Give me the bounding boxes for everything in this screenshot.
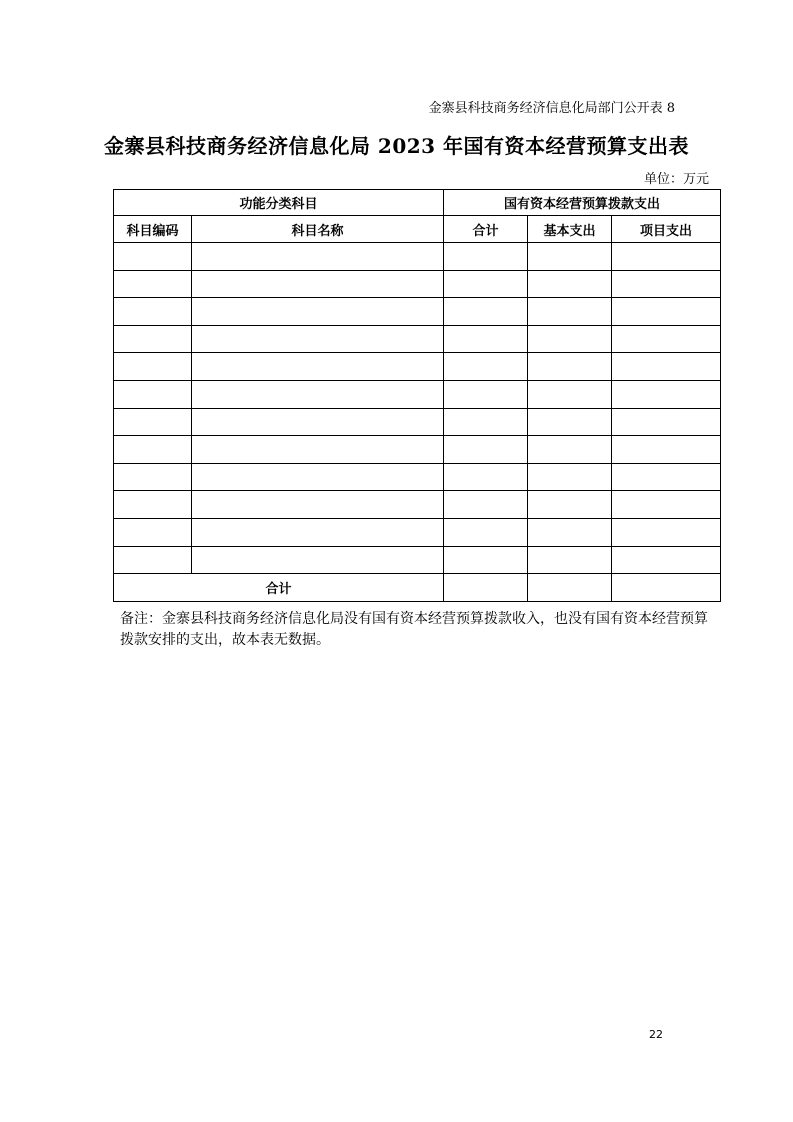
table-row [114,380,721,408]
table-cell [528,546,612,574]
table-cell [444,325,528,353]
table-cell [528,518,612,546]
table-cell [444,380,528,408]
table-cell [528,270,612,298]
table-row [114,546,721,574]
table-cell [612,380,721,408]
table-row [114,270,721,298]
table-cell [192,546,444,574]
table-title: 金寨县科技商务经济信息化局 2023 年国有资本经营预算支出表 [103,134,690,158]
table-cell [612,243,721,271]
table-cell [444,518,528,546]
table-row [114,518,721,546]
table-cell [612,408,721,436]
table-cell [192,518,444,546]
table-row [114,353,721,381]
column-header-basic-expenditure: 基本支出 [528,216,612,243]
table-cell [612,491,721,519]
column-header-project-expenditure: 项目支出 [612,216,721,243]
table-cell [612,298,721,326]
table-row [114,243,721,271]
table-cell [444,353,528,381]
table-cell [192,270,444,298]
table-cell [192,436,444,464]
table-cell [114,380,192,408]
table-cell [114,408,192,436]
page-number: 22 [649,1028,663,1041]
table-cell [114,243,192,271]
table-cell [192,298,444,326]
table-cell [528,298,612,326]
table-row [114,408,721,436]
table-cell [114,491,192,519]
unit-label: 单位：万元 [643,172,709,187]
table-cell [444,408,528,436]
table-cell [114,353,192,381]
table-cell [114,463,192,491]
table-cell [444,463,528,491]
table-cell [444,491,528,519]
table-cell [528,408,612,436]
table-cell [528,463,612,491]
table-row [114,298,721,326]
group-header-state-capital-expenditure: 国有资本经营预算拨款支出 [444,190,721,216]
table-cell [192,353,444,381]
table-cell [612,270,721,298]
table-cell [192,463,444,491]
document-header-note: 金寨县科技商务经济信息化局部门公开表 8 [428,101,675,116]
total-basic-cell [528,574,612,602]
column-header-code: 科目编码 [114,216,192,243]
table-cell [528,380,612,408]
table-row [114,325,721,353]
table-cell [528,491,612,519]
table-cell [528,243,612,271]
table-cell [114,298,192,326]
table-cell [114,518,192,546]
table-column-header-row [114,216,721,243]
group-header-function-classification: 功能分类科目 [114,190,444,216]
total-project-cell [612,574,721,602]
table-cell [192,491,444,519]
table-cell [114,325,192,353]
table-cell [114,546,192,574]
table-total-row [114,574,721,602]
table-cell [612,353,721,381]
table-cell [612,518,721,546]
table-cell [612,546,721,574]
total-label: 合计 [114,574,444,602]
table-cell [114,436,192,464]
table-row [114,463,721,491]
remark-note: 备注：金寨县科技商务经济信息化局没有国有资本经营预算拨款收入，也没有国有资本经营预算拨款安排的支出，故本表无数据。 [120,611,708,648]
table-row [114,491,721,519]
table-group-header-row [114,190,721,216]
budget-table [113,189,721,602]
table-cell [444,243,528,271]
table-row [114,436,721,464]
table-cell [528,436,612,464]
table-cell [192,243,444,271]
table-cell [114,270,192,298]
table-cell [612,436,721,464]
table-cell [444,298,528,326]
table-cell [444,436,528,464]
table-cell [612,325,721,353]
table-cell [192,408,444,436]
table-cell [444,546,528,574]
table-cell [528,325,612,353]
table-cell [192,325,444,353]
table-cell [612,463,721,491]
column-header-name: 科目名称 [192,216,444,243]
table-cell [192,380,444,408]
table-cell [444,270,528,298]
total-cell [444,574,528,602]
table-cell [528,353,612,381]
column-header-total: 合计 [444,216,528,243]
